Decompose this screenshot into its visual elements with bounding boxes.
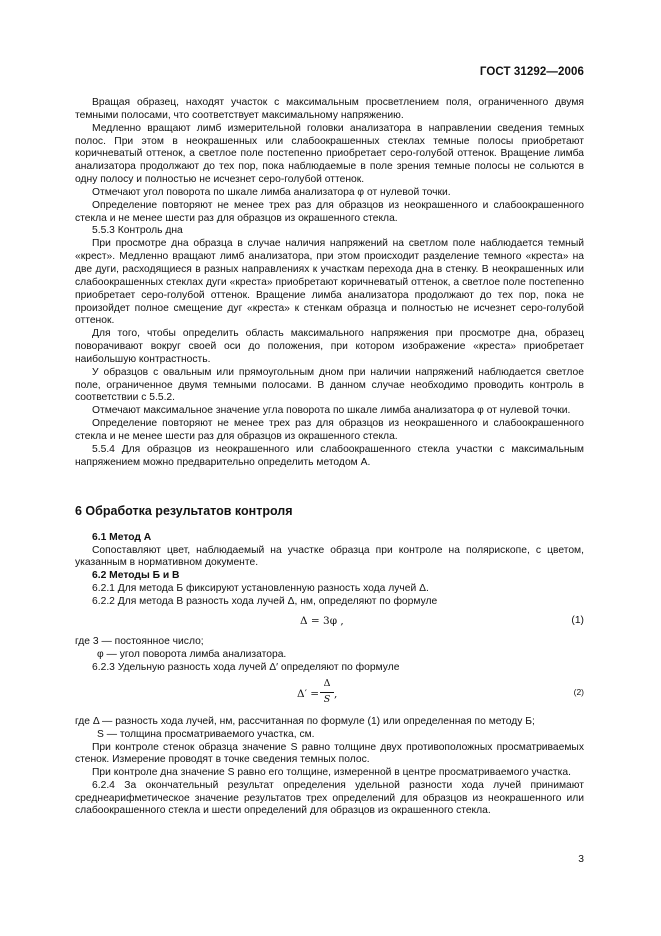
section-5-body: [75, 97, 584, 469]
formula-1-expression: Δ = 3φ ,: [300, 615, 344, 628]
where-clause: где Δ — разность хода лучей, нм, рассчитанная по формуле (1) или определенная по методу Б;: [75, 716, 535, 728]
formula-2-number: (2): [573, 687, 584, 698]
paragraph: Вращая образец, находят участок с максимальным просветлением поля, ограниченного двумя темными полосами, что соответствует максимальному напряжению.: [75, 97, 584, 121]
paragraph: При контроле стенок образца значение S равно толщине двух противоположных просматриваемых стенок. Измерение проводят в точке сведения темных полос.: [75, 741, 584, 766]
section-6-title: 6 Обработка результатов контроля: [75, 504, 293, 518]
where-clause: где 3 — постоянное число;: [75, 636, 204, 648]
formula-2: [75, 674, 584, 716]
formula-2-left: Δ′ =: [297, 688, 320, 701]
paragraph: Для того, чтобы определить область максимального напряжения при просмотре дна, образец поворачивают вокруг своей оси до положения, при котором изображение «креста» приобретает наибольшую контрастность.: [75, 328, 584, 365]
where-clause: φ — угол поворота лимба анализатора.: [97, 648, 287, 660]
subsection-heading: 6.1 Метод А: [92, 532, 152, 543]
paragraph: 6.2.3 Удельную разность хода лучей Δ′ определяют по формуле: [92, 661, 400, 673]
paragraph: 6.2.1 Для метода Б фиксируют установленную разность хода лучей Δ.: [92, 582, 429, 594]
formula-2-fraction: [320, 678, 334, 706]
paragraph: Сопоставляют цвет, наблюдаемый на участке образца при контроле на полярископе, с цветом, указанным в нормативном документе.: [75, 544, 584, 569]
fraction-numerator: Δ: [320, 678, 334, 693]
paragraph: Определение повторяют не менее трех раз для образцов из неокрашенного и слабоокрашенного стекла и не менее шести раз для образцов из окрашенного стекла.: [75, 199, 584, 224]
paragraph: При контроле дна значение S равно его толщине, измеренной в центре просматриваемого участка.: [92, 767, 571, 779]
section-6-body: [75, 532, 584, 818]
paragraph: Отмечают угол поворота по шкале лимба анализатора φ от нулевой точки.: [92, 186, 451, 198]
paragraph: Отмечают максимальное значение угла поворота по шкале лимба анализатора φ от нулевой точки.: [92, 405, 571, 417]
formula-1-number: (1): [571, 615, 584, 627]
subsection-heading: 5.5.3 Контроль дна: [92, 225, 183, 237]
paragraph: 6.2.4 За окончательный результат определения удельной разности хода лучей принимают среднеарифметическое значение результатов трех определений для образцов из неокрашенного или слабоокрашенного стекла и шести определений для образцов из окрашенного стекла.: [75, 779, 584, 817]
fraction-denominator: S: [323, 694, 331, 706]
document-code: ГОСТ 31292—2006: [479, 66, 584, 78]
formula-2-tail: ,: [334, 688, 338, 701]
paragraph: 5.5.4 Для образцов из неокрашенного или слабоокрашенного стекла участки с максимальным напряжением можно предварительно определить методом А.: [75, 443, 584, 468]
paragraph: При просмотре дна образца в случае наличия напряжений на светлом поле наблюдается темный «крест». Медленно вращают лимб анализатора, при этом происходит разделение темного «креста» на две дуги, расходящиеся в разных направлениях к участкам перехода дна в стенку. В неокрашенных или слабоокрашенных стеклах дуги «креста» приобретают коричневатый оттенок, а светлое поле постепенно приобретает серо-голубой оттенок. Вращение лимба анализатора продолжают до тех пор, пока не произойдет полное смещение дуг «креста» к стенкам образца и полностью не исчезнет серо-голубой оттенок.: [75, 238, 584, 327]
where-clause: S — толщина просматриваемого участка, см.: [97, 729, 315, 741]
paragraph: Медленно вращают лимб измерительной головки анализатора в направлении сведения темных полос. При этом в неокрашенных или слабоокрашенных стеклах темные полосы приобретают коричневатый оттенок, а светлое поле постепенно приобретает серо-голубой оттенок. Вращение лимба анализатора продолжают до тех пор, пока наблюдаемые в поле зрения темные полосы не сольются в одну полосу и полностью не исчезнет серо-голубой оттенок.: [75, 122, 584, 186]
paragraph: У образцов с овальным или прямоугольным дном при наличии напряжений наблюдается светлое поле, ограниченное двумя темными полосами. В данном случае необходимо проводить контроль в соответствии с 5.5.2.: [75, 366, 584, 404]
formula-1: [75, 608, 584, 636]
subsection-heading: 6.2 Методы Б и В: [92, 570, 180, 582]
paragraph: 6.2.2 Для метода В разность хода лучей Δ, нм, определяют по формуле: [92, 595, 438, 607]
page-number: 3: [578, 854, 584, 865]
paragraph: Определение повторяют не менее трех раз для образцов из неокрашенного и слабоокрашенного стекла и не менее шести раз для образцов из окрашенного стекла.: [75, 418, 584, 442]
